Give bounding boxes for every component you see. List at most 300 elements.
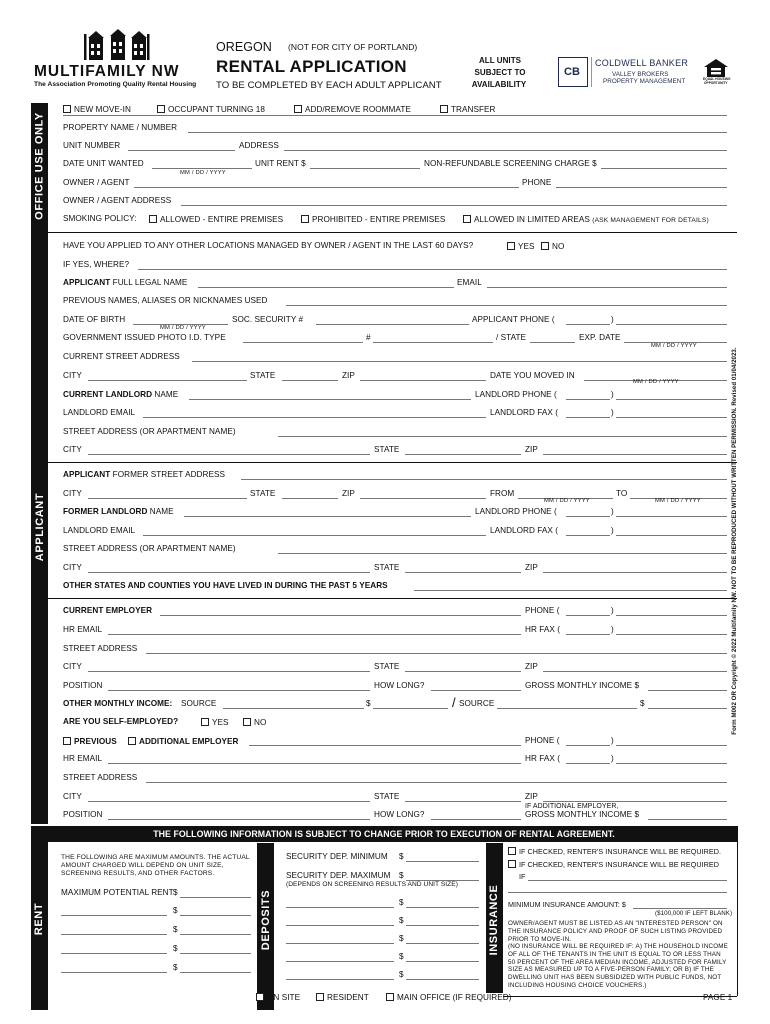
self-employed-no-checkbox[interactable] (243, 718, 251, 726)
on-site-option[interactable] (256, 993, 300, 1002)
add-employer-state-label: STATE (374, 792, 400, 801)
add-hr-fax-paren: ) (611, 754, 614, 763)
occupant-turning-option[interactable] (157, 105, 265, 114)
smoking-prohibited-checkbox[interactable] (301, 215, 309, 223)
rent-item3-label-field[interactable] (61, 953, 167, 954)
state-note: (NOT FOR CITY OF PORTLAND) (288, 42, 418, 52)
transfer-label: TRANSFER (451, 105, 496, 114)
former-street-text: FORMER STREET ADDRESS (112, 470, 225, 479)
add-employer-zip-label: ZIP (525, 792, 538, 801)
other-income-source1-field[interactable] (223, 708, 364, 709)
date-unit-wanted-field[interactable] (152, 168, 252, 169)
landlord-phone-label: LANDLORD PHONE ( (475, 390, 557, 399)
additional-employer-option[interactable] (128, 737, 239, 746)
equal-housing-icon (702, 58, 730, 84)
current-street-label: CURRENT STREET ADDRESS (63, 352, 180, 361)
other-income-label: OTHER MONTHLY INCOME: (63, 699, 173, 708)
former-street-label (63, 471, 225, 479)
current-landlord-word: CURRENT LANDLORD (63, 390, 153, 399)
landlord-fax-paren: ) (611, 408, 614, 417)
add-position-field[interactable] (108, 819, 370, 820)
position-label: POSITION (63, 681, 103, 690)
hr-fax-area-field[interactable] (566, 634, 610, 635)
how-long-field[interactable] (431, 690, 521, 691)
smoking-limited-option[interactable] (463, 215, 709, 225)
cb-sub1: VALLEY BROKERS (612, 71, 669, 78)
resident-label: RESIDENT (327, 993, 369, 1002)
applicant-word: APPLICANT (63, 278, 111, 287)
other-income-dollar1: $ (366, 699, 371, 708)
former-landlord-fax-label: LANDLORD FAX ( (490, 526, 559, 535)
deposit-item1-label-field[interactable] (286, 907, 394, 908)
former-landlord-city-label: CITY (63, 563, 82, 572)
rent-item2-label-field[interactable] (61, 934, 167, 935)
current-state-field[interactable] (282, 380, 338, 381)
other-income-source2-field[interactable] (497, 708, 637, 709)
rent-item1-amount-field[interactable] (180, 915, 251, 916)
landlord-phone-area-field[interactable] (566, 399, 610, 400)
rent-item3-amount-field[interactable] (180, 953, 251, 954)
smoking-limited-note: (ASK MANAGEMENT FOR DETAILS) (592, 217, 709, 224)
current-zip-field[interactable] (360, 380, 486, 381)
min-ins-label: MINIMUM INSURANCE AMOUNT: $ (508, 900, 626, 909)
ssn-field[interactable] (316, 324, 469, 325)
full-legal-name-field[interactable] (198, 287, 454, 288)
former-landlord-fax-area-field[interactable] (566, 535, 610, 536)
hr-email-field[interactable] (108, 634, 521, 635)
ins-interested-note: OWNER/AGENT MUST BE LISTED AS AN "INTERESTED PERSON" ON THE INSURANCE POLICY AND PROOF OF SUCH LISTING PROVIDED PRIOR TO MOVE-IN. (508, 920, 723, 943)
other-income-amount2-field[interactable] (648, 708, 727, 709)
new-move-in-checkbox[interactable] (63, 105, 71, 113)
form-title: RENTAL APPLICATION (216, 57, 407, 76)
current-employer-label: CURRENT EMPLOYER (63, 606, 153, 615)
owner-phone-label: PHONE (522, 178, 552, 187)
landlord-fax-area-field[interactable] (566, 417, 610, 418)
other-income-source2-label: SOURCE (459, 699, 495, 708)
hr-fax-field[interactable] (616, 634, 727, 635)
employer-phone-paren: ) (611, 606, 614, 615)
previous-names-field[interactable] (286, 305, 727, 306)
landlord-street-field[interactable] (278, 436, 727, 437)
bottom-right-base (503, 996, 737, 997)
cb-logo-letters: CB (564, 66, 580, 78)
if-additional-employer-note: IF ADDITIONAL EMPLOYER, (525, 803, 619, 810)
deposit-item2-dollar: $ (399, 916, 404, 925)
section-divider-office (31, 232, 737, 233)
add-how-long-label: HOW LONG? (374, 810, 425, 819)
change-banner-text: THE FOLLOWING INFORMATION IS SUBJECT TO CHANGE PRIOR TO EXECUTION OF RENTAL AGREEMENT. (153, 829, 615, 839)
add-remove-label: ADD/REMOVE ROOMMATE (305, 105, 411, 114)
previous-employer-checkbox[interactable] (63, 737, 71, 745)
former-state-label: STATE (250, 489, 276, 498)
former-landlord-phone-label: LANDLORD PHONE ( (475, 507, 557, 516)
add-position-label: POSITION (63, 810, 103, 819)
unit-number-field[interactable] (128, 150, 235, 151)
applied-question: HAVE YOU APPLIED TO ANY OTHER LOCATIONS MANAGED BY OWNER / AGENT IN THE LAST 60 DAYS? (63, 241, 474, 250)
min-ins-field[interactable] (633, 908, 727, 909)
former-street-field[interactable] (241, 479, 727, 480)
on-site-checkbox[interactable] (256, 993, 264, 1001)
multifamily-logo (36, 28, 196, 90)
former-landlord-name-label: NAME (149, 507, 174, 516)
add-gross-income-field[interactable] (648, 819, 727, 820)
former-landlord-zip-field[interactable] (543, 572, 727, 573)
add-employer-phone-label: PHONE ( (525, 736, 560, 745)
max-rent-label: MAXIMUM POTENTIAL RENT (61, 888, 174, 897)
rent-item4-dollar: $ (173, 963, 178, 972)
ins-required-if-checkbox[interactable] (508, 860, 516, 868)
employer-street-label: STREET ADDRESS (63, 644, 138, 653)
add-hr-email-label: HR EMAIL (63, 754, 103, 763)
add-gross-income-label: GROSS MONTHLY INCOME $ (525, 810, 640, 819)
current-state-label: STATE (250, 371, 276, 380)
self-employed-no-label: NO (254, 718, 267, 727)
on-site-label: ON SITE (267, 993, 301, 1002)
ins-required-if-label: IF CHECKED, RENTER'S INSURANCE WILL BE REQUIRED (519, 860, 719, 869)
exp-date-format-hint: MM / DD / YYYY (651, 343, 697, 349)
email-label: EMAIL (457, 278, 482, 287)
unit-rent-field[interactable] (310, 168, 420, 169)
new-move-in-option[interactable] (63, 105, 131, 114)
resident-option[interactable] (316, 993, 369, 1002)
former-landlord-label (63, 508, 174, 516)
unit-number-label: UNIT NUMBER (63, 141, 121, 150)
applicant-phone-paren: ) (611, 315, 614, 324)
current-city-label: CITY (63, 371, 82, 380)
full-legal-name-label: FULL LEGAL NAME (112, 278, 188, 287)
sec-dep-min-label: SECURITY DEP. MINIMUM (286, 852, 388, 861)
ins-required-if-option[interactable] (508, 860, 719, 868)
copyright-notice: Form M002 OR Copyright © 2022 Multifamily NW. NOT TO BE REPRODUCED WITHOUT WRITTEN PERMISSION. Revised 01/04/2023. (730, 347, 738, 735)
former-landlord-name-field[interactable] (184, 516, 471, 517)
to-label: TO (616, 489, 628, 498)
employer-city-label: CITY (63, 662, 82, 671)
smoking-policy-label: SMOKING POLICY: (63, 214, 137, 223)
ins-if-label: IF (519, 872, 526, 881)
hr-fax-paren: ) (611, 625, 614, 634)
self-employed-label: ARE YOU SELF-EMPLOYED? (63, 717, 179, 726)
sec-dep-min-dollar: $ (399, 852, 404, 861)
add-employer-phone-field[interactable] (616, 745, 727, 746)
applicant-name-label (63, 279, 187, 287)
coldwell-banker-logo (558, 57, 588, 87)
deposit-item2-label-field[interactable] (286, 925, 394, 926)
add-remove-option[interactable] (294, 105, 411, 114)
add-employer-phone-paren: ) (611, 736, 614, 745)
landlord-phone-paren: ) (611, 390, 614, 399)
self-employed-yes-option[interactable] (201, 718, 229, 727)
add-employer-state-field[interactable] (405, 801, 521, 802)
from-format-hint: MM / DD / YYYY (544, 498, 590, 504)
other-income-dollar2: $ (640, 699, 645, 708)
previous-employer-option[interactable] (63, 737, 117, 746)
landlord-fax-label: LANDLORD FAX ( (490, 408, 559, 417)
dob-label: DATE OF BIRTH (63, 315, 126, 324)
applied-yes-option[interactable] (507, 242, 535, 251)
add-employer-city-field[interactable] (88, 801, 370, 802)
state-label: OREGON (216, 40, 272, 54)
landlord-state-label: STATE (374, 445, 400, 454)
address-label: ADDRESS (239, 141, 279, 150)
screening-charge-field[interactable] (601, 168, 727, 169)
add-employer-city-label: CITY (63, 792, 82, 801)
add-how-long-field[interactable] (431, 819, 521, 820)
other-income-slash: / (452, 695, 456, 710)
additional-employer-checkbox[interactable] (128, 737, 136, 745)
former-landlord-phone-field[interactable] (616, 516, 727, 517)
other-states-label: OTHER STATES AND COUNTIES YOU HAVE LIVED IN DURING THE PAST 5 YEARS (63, 581, 388, 590)
rent-item1-label-field[interactable] (61, 915, 167, 916)
transfer-checkbox[interactable] (440, 105, 448, 113)
gross-income-field[interactable] (648, 690, 727, 691)
landlord-state-field[interactable] (405, 454, 521, 455)
org-tagline: The Association Promoting Quality Rental Housing (34, 81, 197, 88)
cb-sub2: PROPERTY MANAGEMENT (603, 78, 686, 85)
form-subtitle: TO BE COMPLETED BY EACH ADULT APPLICANT (216, 80, 442, 91)
additional-employer-label: ADDITIONAL EMPLOYER (139, 737, 239, 746)
ins-if-field1[interactable] (528, 880, 727, 881)
former-state-field[interactable] (282, 498, 338, 499)
landlord-street-label: STREET ADDRESS (OR APARTMENT NAME) (63, 427, 236, 436)
rent-item4-amount-field[interactable] (180, 972, 251, 973)
date-format-hint: MM / DD / YYYY (180, 170, 226, 176)
employer-street-field[interactable] (146, 653, 727, 654)
resident-checkbox[interactable] (316, 993, 324, 1001)
if-yes-where-label: IF YES, WHERE? (63, 260, 130, 269)
to-format-hint: MM / DD / YYYY (655, 498, 701, 504)
current-employer-field[interactable] (160, 615, 521, 616)
applicant-phone-area-field[interactable] (566, 324, 610, 325)
deposit-item4-label-field[interactable] (286, 961, 394, 962)
applicant-label: APPLICANT (34, 492, 46, 562)
current-street-field[interactable] (192, 361, 727, 362)
employer-zip-label: ZIP (525, 662, 538, 671)
self-employed-yes-checkbox[interactable] (201, 718, 209, 726)
self-employed-no-option[interactable] (243, 718, 266, 727)
transfer-option[interactable] (440, 105, 496, 114)
applied-no-option[interactable] (541, 242, 564, 251)
smoking-allowed-option[interactable] (149, 215, 283, 224)
landlord-zip-field[interactable] (543, 454, 727, 455)
employer-phone-field[interactable] (616, 615, 727, 616)
landlord-email-field[interactable] (143, 417, 486, 418)
employer-zip-field[interactable] (543, 671, 727, 672)
deposit-item5-dollar: $ (399, 970, 404, 979)
deposit-item1-dollar: $ (399, 898, 404, 907)
former-city-label: CITY (63, 489, 82, 498)
gov-id-type-field[interactable] (243, 342, 363, 343)
how-long-label: HOW LONG? (374, 681, 425, 690)
gross-income-label: GROSS MONTHLY INCOME $ (525, 681, 640, 690)
date-moved-in-label: DATE YOU MOVED IN (490, 371, 575, 380)
units-line3: AVAILABILITY (471, 80, 527, 89)
screening-charge-label: NON-REFUNDABLE SCREENING CHARGE $ (424, 159, 597, 168)
applicant-phone-field[interactable] (616, 324, 727, 325)
employer-phone-label: PHONE ( (525, 606, 560, 615)
other-income-amount1-field[interactable] (373, 708, 448, 709)
ins-required-label: IF CHECKED, RENTER'S INSURANCE WILL BE REQUIRED. (519, 847, 721, 856)
rent-item1-dollar: $ (173, 906, 178, 915)
property-name-label: PROPERTY NAME / NUMBER (63, 123, 178, 132)
address-field[interactable] (284, 150, 727, 151)
eho-line2: OPPORTUNITY (704, 81, 728, 85)
former-zip-label: ZIP (342, 489, 355, 498)
employer-state-label: STATE (374, 662, 400, 671)
main-office-label: MAIN OFFICE (IF REQUIRED) (397, 993, 512, 1002)
new-move-in-label: NEW MOVE-IN (74, 105, 131, 114)
former-landlord-word: FORMER LANDLORD (63, 507, 148, 516)
max-rent-field[interactable] (180, 897, 251, 898)
max-rent-dollar: $ (173, 888, 178, 897)
sec-dep-min-field[interactable] (406, 861, 479, 862)
org-name: MULTIFAMILY NW (34, 63, 180, 80)
property-name-field[interactable] (188, 132, 727, 133)
moved-in-format-hint: MM / DD / YYYY (633, 379, 679, 385)
email-field[interactable] (487, 287, 727, 288)
deposit-item3-label-field[interactable] (286, 943, 394, 944)
rent-item3-dollar: $ (173, 944, 178, 953)
deposit-item3-dollar: $ (399, 934, 404, 943)
section-divider-current (48, 462, 737, 463)
deposit-item1-amount-field[interactable] (406, 907, 479, 908)
owner-agent-field[interactable] (134, 187, 519, 188)
current-zip-label: ZIP (342, 371, 355, 380)
gov-id-label: GOVERNMENT ISSUED PHOTO I.D. TYPE (63, 333, 226, 342)
former-landlord-street-label: STREET ADDRESS (OR APARTMENT NAME) (63, 544, 236, 553)
deposit-item5-amount-field[interactable] (406, 979, 479, 980)
smoking-limited-checkbox[interactable] (463, 215, 471, 223)
ssn-label: SOC. SECURITY # (232, 315, 304, 324)
insurance-label: INSURANCE (488, 884, 500, 956)
bottom-right-border (737, 826, 738, 996)
landlord-fax-field[interactable] (616, 417, 727, 418)
deposit-item5-label-field[interactable] (286, 979, 394, 980)
employer-city-field[interactable] (88, 671, 370, 672)
applied-yes-checkbox[interactable] (507, 242, 515, 250)
hr-fax-label: HR FAX ( (525, 625, 560, 634)
former-city-field[interactable] (88, 498, 247, 499)
former-landlord-state-label: STATE (374, 563, 400, 572)
buildings-logo-icon (36, 28, 196, 62)
occupant-turning-checkbox[interactable] (157, 105, 165, 113)
deposit-item2-amount-field[interactable] (406, 925, 479, 926)
gov-id-state-field[interactable] (530, 342, 575, 343)
exp-date-label: EXP. DATE (579, 333, 621, 342)
former-landlord-email-field[interactable] (143, 535, 486, 536)
section-divider-former (48, 598, 737, 599)
add-hr-fax-field[interactable] (616, 763, 727, 764)
ins-exemption-note: (NO INSURANCE WILL BE REQUIRED IF: A) THE HOUSEHOLD INCOME OF ALL OF THE TENANTS IN THE UNIT IS EQUAL TO OR LESS THAN 50 PERCENT OF THE AREA MEDIAN INCOME, ADJUSTED FOR FAMILY SIZE AS MEASURED UP TO A FIVE-PERSON FAMILY; OR B) IF THE DWELLING UNIT HAS BEEN SUBSIDIZED WITH PUBLIC FUNDS, NOT INCLUDING HOUSING CHOICE VOUCHERS.) (508, 943, 729, 989)
add-employer-phone-area-field[interactable] (566, 745, 610, 746)
deposits-label: DEPOSITS (260, 889, 272, 951)
employer-phone-area-field[interactable] (566, 615, 610, 616)
owner-agent-address-field[interactable] (181, 205, 727, 206)
employer-state-field[interactable] (405, 671, 521, 672)
rent-note: THE FOLLOWING ARE MAXIMUM AMOUNTS. THE ACTUAL AMOUNT CHARGED WILL DEPEND ON UNIT SIZE, SCREENING RESULTS, AND OTHER FACTORS. (61, 854, 250, 878)
rent-item2-dollar: $ (173, 925, 178, 934)
main-office-option[interactable] (386, 993, 512, 1002)
units-line1: ALL UNITS (478, 56, 522, 65)
former-landlord-state-field[interactable] (405, 572, 521, 573)
ins-required-checkbox[interactable] (508, 847, 516, 855)
dob-format-hint: MM / DD / YYYY (160, 325, 206, 331)
landlord-city-label: CITY (63, 445, 82, 454)
rent-item4-label-field[interactable] (61, 972, 167, 973)
applicant-word-former: APPLICANT (63, 470, 111, 479)
owner-agent-label: OWNER / AGENT (63, 178, 130, 187)
former-zip-field[interactable] (360, 498, 486, 499)
rent-label: RENT (33, 902, 45, 936)
former-landlord-zip-label: ZIP (525, 563, 538, 572)
logo-divider (591, 57, 592, 87)
landlord-city-field[interactable] (88, 454, 370, 455)
main-office-checkbox[interactable] (386, 993, 394, 1001)
sec-dep-max-dollar: $ (399, 871, 404, 880)
add-employer-street-label: STREET ADDRESS (63, 773, 138, 782)
smoking-prohibited-option[interactable] (301, 215, 445, 224)
add-hr-fax-area-field[interactable] (566, 763, 610, 764)
smoking-allowed-label: ALLOWED - ENTIRE PREMISES (160, 215, 284, 224)
former-landlord-fax-paren: ) (611, 526, 614, 535)
deposit-item3-amount-field[interactable] (406, 943, 479, 944)
smoking-allowed-checkbox[interactable] (149, 215, 157, 223)
former-landlord-fax-field[interactable] (616, 535, 727, 536)
other-states-field[interactable] (414, 590, 727, 591)
current-city-field[interactable] (88, 380, 247, 381)
gov-id-state-label: / STATE (496, 333, 527, 342)
add-employer-street-field[interactable] (146, 782, 727, 783)
rent-item2-amount-field[interactable] (180, 934, 251, 935)
self-employed-yes-label: YES (212, 718, 229, 727)
add-employer-zip-field[interactable] (543, 801, 727, 802)
current-landlord-name-field[interactable] (189, 399, 471, 400)
applied-no-checkbox[interactable] (541, 242, 549, 250)
former-landlord-email-label: LANDLORD EMAIL (63, 526, 136, 535)
gov-id-hash: # (366, 333, 371, 342)
page-number: PAGE 1 (703, 993, 733, 1002)
ins-if-field2[interactable] (508, 892, 727, 893)
eho-line1: EQUAL HOUSING (703, 77, 731, 81)
owner-agent-address-label: OWNER / AGENT ADDRESS (63, 196, 172, 205)
add-employer-phone-text: PHONE (525, 736, 555, 745)
landlord-email-label: LANDLORD EMAIL (63, 408, 136, 417)
applied-yes-label: YES (518, 242, 535, 251)
former-landlord-city-field[interactable] (88, 572, 370, 573)
add-hr-email-field[interactable] (108, 763, 521, 764)
applicant-phone-label: APPLICANT PHONE ( (472, 315, 555, 324)
unit-rent-label: UNIT RENT $ (255, 159, 306, 168)
add-remove-checkbox[interactable] (294, 105, 302, 113)
depends-note: (DEPENDS ON SCREENING RESULTS AND UNIT SIZE) (286, 881, 458, 888)
landlord-phone-field[interactable] (616, 399, 727, 400)
if-left-blank-note: ($100,000 IF LEFT BLANK) (655, 910, 733, 917)
former-landlord-street-field[interactable] (278, 553, 727, 554)
previous-label: PREVIOUS (74, 737, 117, 746)
former-landlord-phone-area-field[interactable] (566, 516, 610, 517)
employer-phone-text: PHONE (525, 606, 555, 615)
applied-no-label: NO (552, 242, 565, 251)
owner-phone-field[interactable] (556, 187, 727, 188)
additional-employer-field[interactable] (249, 745, 521, 746)
deposit-item4-amount-field[interactable] (406, 961, 479, 962)
cb-name: COLDWELL BANKER (595, 58, 689, 68)
ins-required-option[interactable] (508, 847, 721, 855)
units-line2: SUBJECT TO (474, 68, 526, 77)
position-field[interactable] (108, 690, 370, 691)
if-yes-where-field[interactable] (138, 269, 727, 270)
date-unit-wanted-label: DATE UNIT WANTED (63, 159, 144, 168)
gov-id-number-field[interactable] (373, 342, 493, 343)
